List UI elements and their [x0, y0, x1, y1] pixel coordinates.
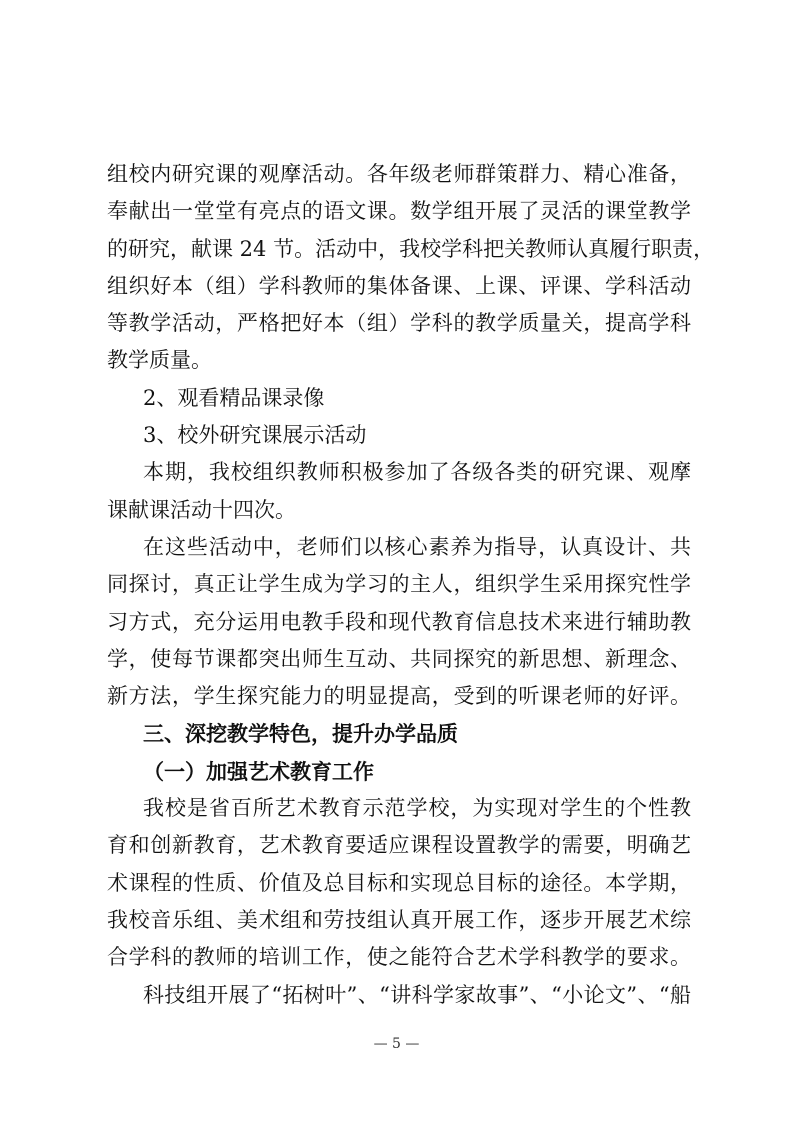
text-line: 我校是省百所艺术教育示范学校，为实现对学生的个性教	[143, 796, 691, 821]
text-line: 等教学活动，严格把好本（组）学科的教学质量关，提高学科	[107, 311, 691, 336]
text-line: 教学质量。	[107, 348, 212, 373]
section-heading: 三、深挖教学特色，提升办学品质	[143, 721, 458, 747]
text-line: 习方式，充分运用电教手段和现代教育信息技术来进行辅助教	[107, 609, 691, 634]
text-line: 组校内研究课的观摩活动。各年级老师群策群力、精心准备，	[107, 162, 691, 186]
text-line: 在这些活动中，老师们以核心素养为指导，认真设计、共	[143, 534, 691, 559]
text-line: 本期，我校组织教师积极参加了各级各类的研究课、观摩	[143, 460, 691, 485]
text-line: 新方法，学生探究能力的明显提高，受到的听课老师的好评。	[107, 684, 691, 709]
text-line: 合学科的教师的培训工作，使之能符合艺术学科教学的要求。	[107, 945, 691, 970]
text-line: 学，使每节课都突出师生互动、共同探究的新思想、新理念、	[107, 646, 691, 671]
text-line: 3、校外研究课展示活动	[143, 423, 367, 448]
text-line: 奉献出一堂堂有亮点的语文课。数学组开展了灵活的课堂教学	[107, 199, 691, 224]
text-line: 我校音乐组、美术组和劳技组认真开展工作，逐步开展艺术综	[107, 907, 691, 932]
text-line: 组织好本（组）学科教师的集体备课、上课、评课、学科活动	[107, 273, 691, 298]
text-line: 育和创新教育，艺术教育要适应课程设置教学的需要，明确艺	[107, 833, 691, 858]
text-line: 科技组开展了“拓树叶”、“讲科学家故事”、“小论文”、“船	[143, 982, 691, 1007]
text-line: 同探讨，真正让学生成为学习的主人，组织学生采用探究性学	[107, 572, 691, 597]
section-heading: （一）加强艺术教育工作	[143, 758, 374, 784]
text-line: 课献课活动十四次。	[107, 497, 296, 522]
text-line: 术课程的性质、价值及总目标和实现总目标的途径。本学期，	[107, 870, 691, 895]
text-line: 的研究，献课 24 节。活动中，我校学科把关教师认真履行职责，	[107, 236, 715, 261]
page-number: — 5 —	[373, 1036, 420, 1052]
text-line: 2、观看精品课录像	[143, 385, 325, 410]
document-body	[107, 156, 715, 1014]
